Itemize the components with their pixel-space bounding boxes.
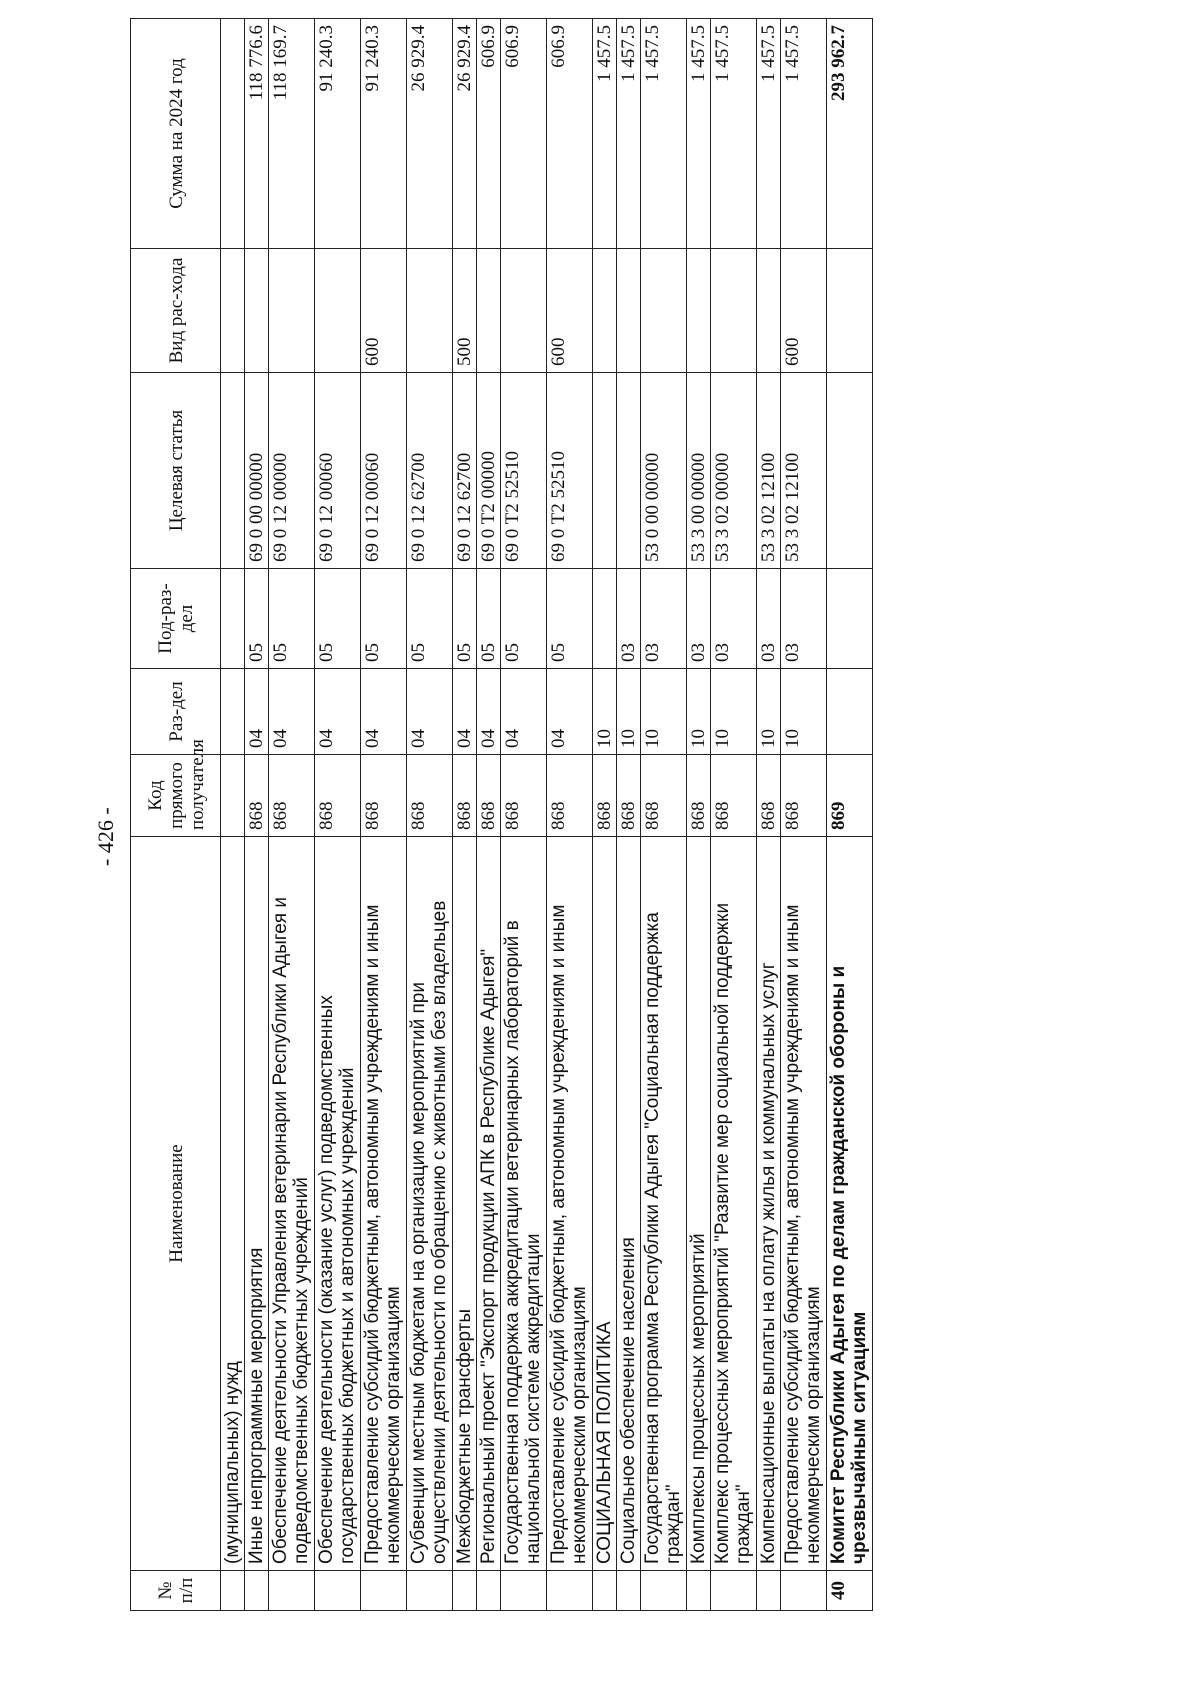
cell-target-article xyxy=(221,373,245,569)
cell-section: 04 xyxy=(477,669,501,755)
cell-amount: 1 457.5 xyxy=(617,19,641,249)
cell-name: СОЦИАЛЬНАЯ ПОЛИТИКА xyxy=(593,837,617,1571)
cell-no xyxy=(407,1571,453,1611)
cell-target-article: 69 0 12 00000 xyxy=(269,373,315,569)
cell-target-article: 69 0 12 00060 xyxy=(315,373,361,569)
cell-section: 04 xyxy=(407,669,453,755)
cell-amount: 91 240.3 xyxy=(361,19,407,249)
cell-amount: 26 929.4 xyxy=(453,19,477,249)
header-no: № п/п xyxy=(131,1571,221,1611)
cell-amount: 1 457.5 xyxy=(757,19,781,249)
cell-recipient-code: 868 xyxy=(781,755,827,837)
cell-subsection: 05 xyxy=(477,569,501,669)
cell-subsection: 05 xyxy=(245,569,269,669)
cell-expense-type xyxy=(641,249,687,373)
cell-recipient-code: 868 xyxy=(501,755,547,837)
cell-name: Комплексы процессных мероприятий xyxy=(687,837,711,1571)
table-row xyxy=(221,19,245,1611)
cell-expense-type xyxy=(593,249,617,373)
cell-target-article: 69 0 T2 52510 xyxy=(501,373,547,569)
cell-target-article xyxy=(617,373,641,569)
cell-no xyxy=(781,1571,827,1611)
cell-expense-type: 600 xyxy=(547,249,593,373)
cell-subsection: 03 xyxy=(641,569,687,669)
cell-subsection: 05 xyxy=(453,569,477,669)
cell-recipient-code: 868 xyxy=(407,755,453,837)
cell-expense-type xyxy=(221,249,245,373)
cell-no xyxy=(687,1571,711,1611)
cell-name: Государственная поддержка аккредитации ветеринарных лабораторий в национальной системе аккредитации xyxy=(501,837,547,1571)
cell-target-article: 53 3 02 00000 xyxy=(711,373,757,569)
cell-recipient-code: 868 xyxy=(315,755,361,837)
table-row xyxy=(827,19,873,1611)
cell-recipient-code: 868 xyxy=(477,755,501,837)
cell-name: Комплекс процессных мероприятий "Развитие мер социальной поддержки граждан" xyxy=(711,837,757,1571)
cell-expense-type xyxy=(245,249,269,373)
cell-recipient-code: 868 xyxy=(757,755,781,837)
cell-subsection: 03 xyxy=(781,569,827,669)
cell-target-article: 69 0 12 62700 xyxy=(407,373,453,569)
cell-section: 04 xyxy=(501,669,547,755)
header-subsection: Под-раз-дел xyxy=(131,569,221,669)
table-row xyxy=(781,19,827,1611)
cell-no: 40 xyxy=(827,1571,873,1611)
cell-section: 10 xyxy=(781,669,827,755)
cell-name: Социальное обеспечение населения xyxy=(617,837,641,1571)
cell-no xyxy=(221,1571,245,1611)
cell-subsection: 05 xyxy=(547,569,593,669)
cell-section: 04 xyxy=(547,669,593,755)
table-row xyxy=(407,19,453,1611)
cell-section: 10 xyxy=(687,669,711,755)
cell-expense-type xyxy=(315,249,361,373)
table-row xyxy=(617,19,641,1611)
table-row xyxy=(641,19,687,1611)
cell-name: Субвенции местным бюджетам на организацию мероприятий при осуществлении деятельности по обращению с животными без владельцев xyxy=(407,837,453,1571)
cell-expense-type: 600 xyxy=(781,249,827,373)
cell-recipient-code: 868 xyxy=(361,755,407,837)
table-row xyxy=(245,19,269,1611)
cell-section: 04 xyxy=(245,669,269,755)
cell-subsection xyxy=(221,569,245,669)
page-number: - 426 - xyxy=(93,807,118,866)
cell-amount: 118 169.7 xyxy=(269,19,315,249)
cell-name: Комитет Республики Адыгея по делам гражданской обороны и чрезвычайным ситуациям xyxy=(827,837,873,1571)
header-amount: Сумма на 2024 год xyxy=(131,19,221,249)
cell-name: Иные непрограммные мероприятия xyxy=(245,837,269,1571)
cell-section: 10 xyxy=(617,669,641,755)
cell-name: Обеспечение деятельности Управления ветеринарии Республики Адыгея и подведомственных бюджетных учреждений xyxy=(269,837,315,1571)
cell-name: Предоставление субсидий бюджетным, автономным учреждениям и иным некоммерческим организациям xyxy=(361,837,407,1571)
cell-no xyxy=(757,1571,781,1611)
cell-expense-type xyxy=(827,249,873,373)
table-row xyxy=(593,19,617,1611)
cell-expense-type xyxy=(617,249,641,373)
cell-expense-type xyxy=(757,249,781,373)
cell-section: 04 xyxy=(269,669,315,755)
cell-no xyxy=(477,1571,501,1611)
cell-section xyxy=(827,669,873,755)
cell-subsection: 05 xyxy=(407,569,453,669)
cell-amount: 1 457.5 xyxy=(641,19,687,249)
cell-section: 10 xyxy=(641,669,687,755)
table-header-row xyxy=(131,19,221,1611)
cell-subsection xyxy=(827,569,873,669)
cell-name: Предоставление субсидий бюджетным, автономным учреждениям и иным некоммерческим организациям xyxy=(781,837,827,1571)
cell-name: Обеспечение деятельности (оказание услуг) подведомственных государственных бюджетных и автономных учреждений xyxy=(315,837,361,1571)
cell-target-article: 69 0 T2 52510 xyxy=(547,373,593,569)
cell-subsection: 05 xyxy=(315,569,361,669)
cell-amount: 606.9 xyxy=(547,19,593,249)
header-expense-type: Вид рас-хода xyxy=(131,249,221,373)
cell-recipient-code: 868 xyxy=(711,755,757,837)
budget-table xyxy=(130,18,873,1611)
table-row xyxy=(269,19,315,1611)
cell-amount: 26 929.4 xyxy=(407,19,453,249)
cell-amount: 1 457.5 xyxy=(781,19,827,249)
table-row xyxy=(315,19,361,1611)
table-row xyxy=(711,19,757,1611)
cell-no xyxy=(269,1571,315,1611)
cell-recipient-code: 868 xyxy=(245,755,269,837)
cell-name: Государственная программа Республики Адыгея "Социальная поддержка граждан" xyxy=(641,837,687,1571)
cell-amount xyxy=(221,19,245,249)
table-row xyxy=(757,19,781,1611)
cell-recipient-code: 869 xyxy=(827,755,873,837)
cell-target-article: 53 3 02 12100 xyxy=(757,373,781,569)
cell-subsection: 05 xyxy=(361,569,407,669)
cell-expense-type xyxy=(269,249,315,373)
cell-no xyxy=(501,1571,547,1611)
cell-recipient-code: 868 xyxy=(617,755,641,837)
cell-recipient-code: 868 xyxy=(547,755,593,837)
cell-no xyxy=(547,1571,593,1611)
cell-target-article xyxy=(827,373,873,569)
cell-section: 04 xyxy=(361,669,407,755)
budget-table-sheet xyxy=(130,19,952,1611)
cell-target-article: 53 3 02 12100 xyxy=(781,373,827,569)
cell-subsection: 03 xyxy=(687,569,711,669)
cell-target-article: 69 0 12 00060 xyxy=(361,373,407,569)
cell-subsection: 05 xyxy=(269,569,315,669)
header-target-article: Целевая статья xyxy=(131,373,221,569)
cell-target-article: 53 3 00 00000 xyxy=(687,373,711,569)
table-row xyxy=(687,19,711,1611)
header-recipient-code: Код прямого получателя xyxy=(131,755,221,837)
cell-target-article xyxy=(593,373,617,569)
cell-name: Межбюджетные трансферты xyxy=(453,837,477,1571)
cell-no xyxy=(453,1571,477,1611)
cell-amount: 1 457.5 xyxy=(593,19,617,249)
cell-recipient-code: 868 xyxy=(453,755,477,837)
cell-section xyxy=(221,669,245,755)
cell-name: Предоставление субсидий бюджетным, автономным учреждениям и иным некоммерческим организациям xyxy=(547,837,593,1571)
cell-amount: 606.9 xyxy=(477,19,501,249)
cell-recipient-code: 868 xyxy=(687,755,711,837)
cell-amount: 1 457.5 xyxy=(687,19,711,249)
cell-subsection: 03 xyxy=(757,569,781,669)
header-section: Раз-дел xyxy=(131,669,221,755)
header-name: Наименование xyxy=(131,837,221,1571)
cell-target-article: 69 0 12 62700 xyxy=(453,373,477,569)
cell-no xyxy=(593,1571,617,1611)
cell-section: 04 xyxy=(453,669,477,755)
cell-no xyxy=(641,1571,687,1611)
cell-no xyxy=(361,1571,407,1611)
cell-amount: 293 962.7 xyxy=(827,19,873,249)
cell-name: Компенсационные выплаты на оплату жилья и коммунальных услуг xyxy=(757,837,781,1571)
cell-no xyxy=(245,1571,269,1611)
cell-no xyxy=(617,1571,641,1611)
cell-amount: 606.9 xyxy=(501,19,547,249)
cell-name: (муниципальных) нужд xyxy=(221,837,245,1571)
cell-target-article: 69 0 00 00000 xyxy=(245,373,269,569)
cell-expense-type: 500 xyxy=(453,249,477,373)
cell-no xyxy=(711,1571,757,1611)
cell-amount: 91 240.3 xyxy=(315,19,361,249)
cell-expense-type xyxy=(477,249,501,373)
cell-recipient-code: 868 xyxy=(593,755,617,837)
cell-recipient-code: 868 xyxy=(641,755,687,837)
cell-expense-type xyxy=(711,249,757,373)
cell-target-article: 69 0 T2 00000 xyxy=(477,373,501,569)
cell-subsection: 05 xyxy=(501,569,547,669)
cell-expense-type xyxy=(501,249,547,373)
table-row xyxy=(477,19,501,1611)
cell-subsection: 03 xyxy=(711,569,757,669)
cell-recipient-code xyxy=(221,755,245,837)
cell-amount: 1 457.5 xyxy=(711,19,757,249)
cell-section: 04 xyxy=(315,669,361,755)
table-row xyxy=(501,19,547,1611)
cell-subsection: 03 xyxy=(617,569,641,669)
cell-subsection xyxy=(593,569,617,669)
cell-expense-type xyxy=(687,249,711,373)
table-row xyxy=(361,19,407,1611)
table-row xyxy=(547,19,593,1611)
cell-expense-type: 600 xyxy=(361,249,407,373)
cell-recipient-code: 868 xyxy=(269,755,315,837)
cell-expense-type xyxy=(407,249,453,373)
cell-amount: 118 776.6 xyxy=(245,19,269,249)
cell-section: 10 xyxy=(757,669,781,755)
cell-target-article: 53 0 00 00000 xyxy=(641,373,687,569)
table-row xyxy=(453,19,477,1611)
cell-no xyxy=(315,1571,361,1611)
cell-name: Региональный проект "Экспорт продукции АПК в Республике Адыгея" xyxy=(477,837,501,1571)
cell-section: 10 xyxy=(593,669,617,755)
cell-section: 10 xyxy=(711,669,757,755)
